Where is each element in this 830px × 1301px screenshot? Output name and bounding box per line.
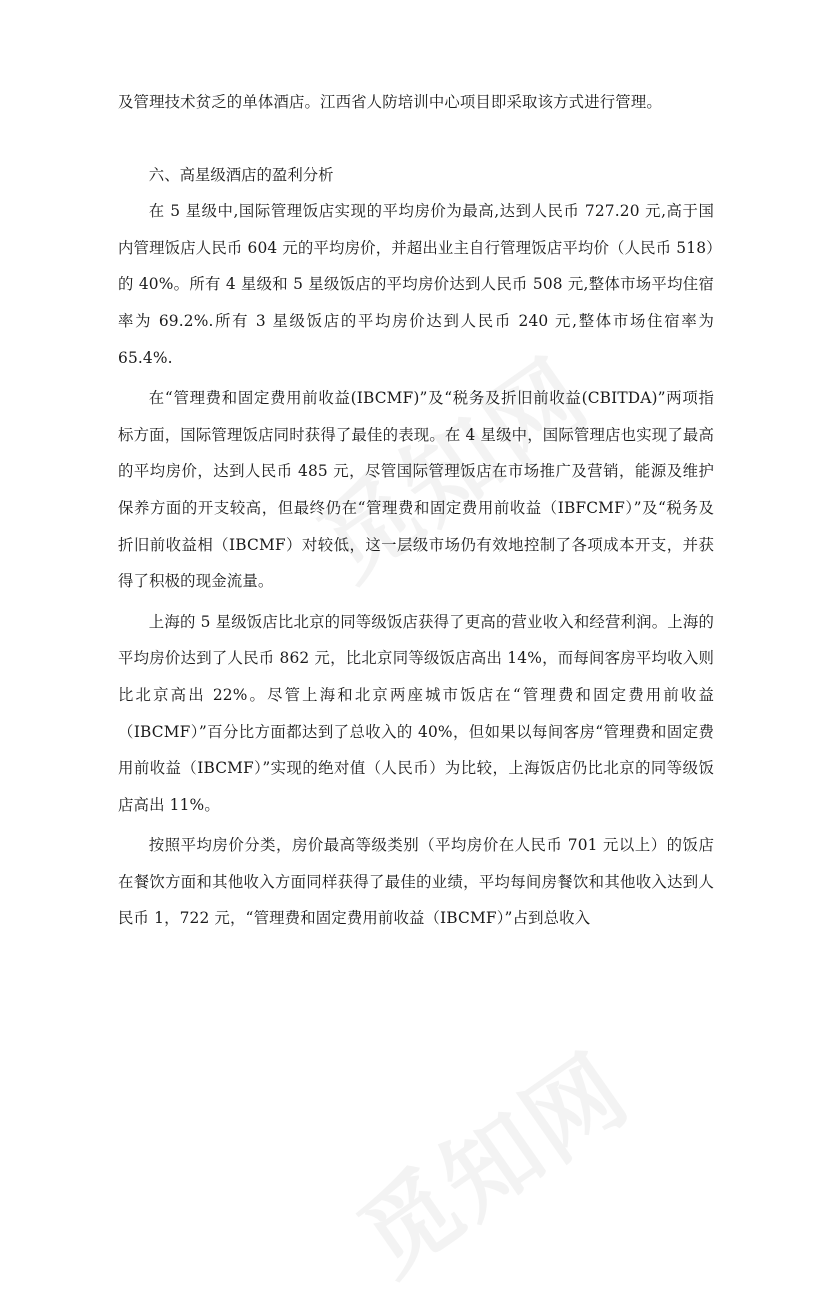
intro-fragment: 及管理技术贫乏的单体酒店。江西省人防培训中心项目即采取该方式进行管理。	[118, 93, 662, 111]
document-body	[118, 84, 714, 937]
paragraph-ibcmf-performance: 在“管理费和固定费用前收益(IBCMF)”及“税务及折旧前收益(CBITDA)”两项指标方面，国际管理饭店同时获得了最佳的表现。在 4 星级中，国际管理店也实现了最高的平均房价，达到人民币 485 元，尽管国际管理饭店在市场推广及营销，能源及维护保养方面的开支较高，但最终仍在“管理费和固定费用前收益（IBFCMF）”及“税务及折旧前收益相（IBCMF）对较低，这一层级市场仍有效地控制了各项成本开支，并获得了积极的现金流量。	[118, 389, 714, 591]
section-heading: 六、高星级酒店的盈利分析	[148, 165, 334, 184]
watermark-text	[328, 1016, 652, 1300]
spacer	[118, 121, 714, 157]
paragraph-rate-category: 按照平均房价分类，房价最高等级类别（平均房价在人民币 701 元以上）的饭店在餐饮方面和其他收入方面同样获得了最佳的业绩，平均每间房餐饮和其他收入达到人民币 1，722 元，“管理费和固定费用前收益（IBCMF）”占到总收入	[118, 836, 714, 928]
paragraph-shanghai-beijing: 上海的 5 星级饭店比北京的同等级饭店获得了更高的营业收入和经营利润。上海的平均房价达到了人民币 862 元，比北京同等级饭店高出 14%，而每间客房平均收入则比北京高出 22%。尽管上海和北京两座城市饭店在“管理费和固定费用前收益（IBCMF）”百分比方面都达到了总收入的 40%，但如果以每间客房“管理费和固定费用前收益（IBCMF）”实现的绝对值（人民币）为比较，上海饭店仍比北京的同等级饭店高出 11%。	[118, 612, 714, 814]
paragraph-average-room-rate: 在 5 星级中,国际管理饭店实现的平均房价为最高,达到人民币 727.20 元,高于国内管理饭店人民币 604 元的平均房价，并超出业主自行管理饭店平均价（人民币 518）的 40%。所有 4 星级和 5 星级饭店的平均房价达到人民币 508 元,整体市场平均住宿率为 69.2%.所有 3 星级饭店的平均房价达到人民币 240 元,整体市场住宿率为 65.4%.	[118, 202, 714, 367]
